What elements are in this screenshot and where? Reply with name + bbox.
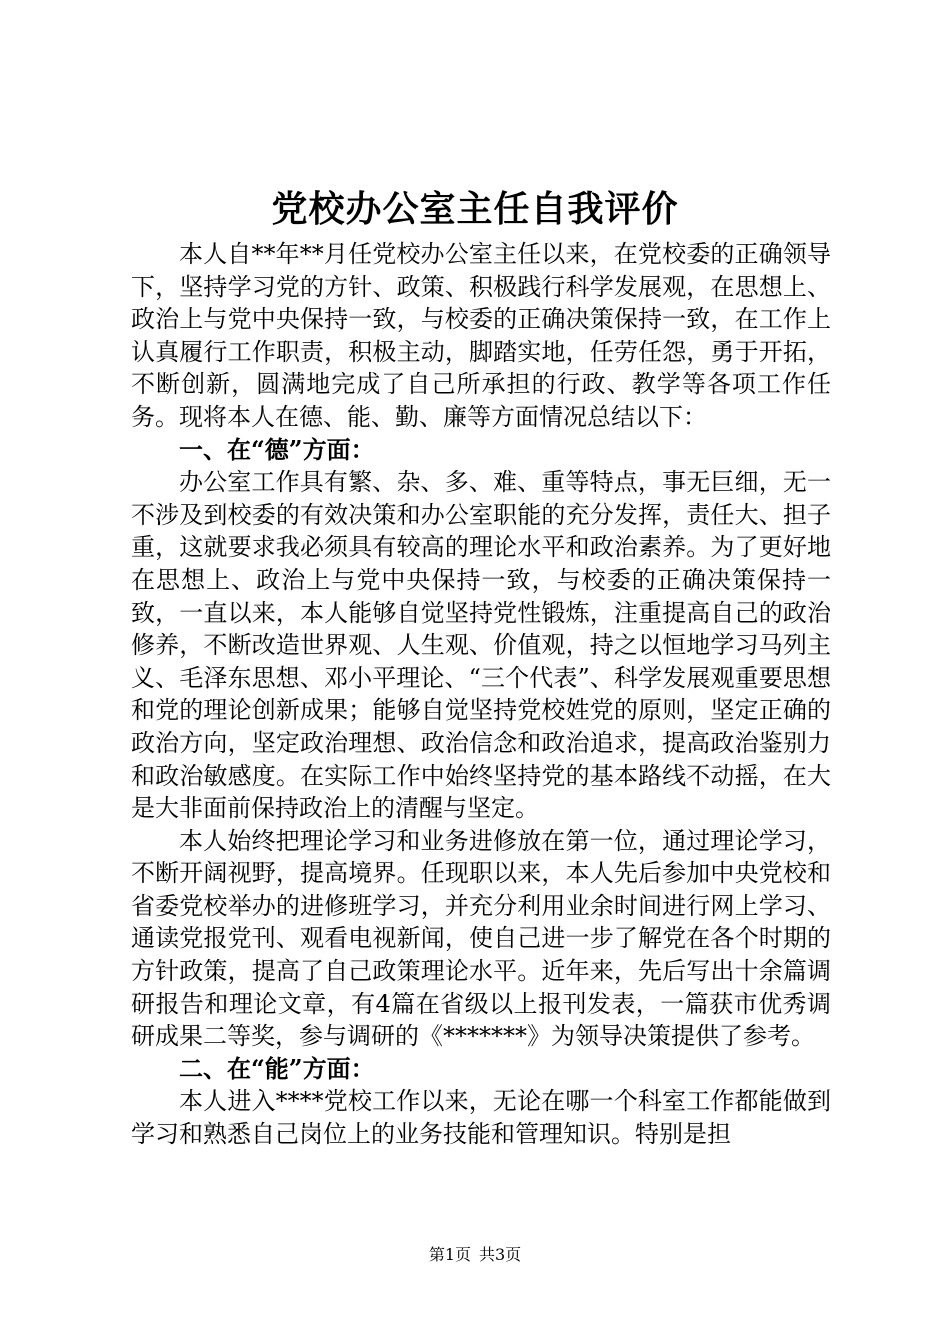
section-heading-virtue: 一、在“德”方面： [179,434,375,464]
document-body [131,238,831,1151]
virtue-paragraph-2: 本人始终把理论学习和业务进修放在第一位，通过理论学习，不断开阔视野，提高境界。任现职以来，本人先后参加中央党校和省委党校举办的进修班学习，并充分利用业余时间进行网上学习、通读党报党刊、观看电视新闻，使自己进一步了解党在各个时期的方针政策，提高了自己政策理论水平。近年来，先后写出十余篇调研报告和理论文章，有4篇在省级以上报刊发表，一篇获市优秀调研成果二等奖，参与调研的《*******》为领导决策提供了参考。 [131,826,831,1051]
document-title: 党校办公室主任自我评价 [271,188,679,230]
ability-paragraph-1: 本人进入****党校工作以来，无论在哪一个科室工作都能做到学习和熟悉自己岗位上的业务技能和管理知识。特别是担 [131,1087,831,1149]
page-footer [0,1244,950,1266]
intro-paragraph: 本人自**年**月任党校办公室主任以来，在党校委的正确领导下，坚持学习党的方针、政策、积极践行科学发展观，在思想上、政治上与党中央保持一致，与校委的正确决策保持一致，在工作上认真履行工作职责，积极主动，脚踏实地，任劳任怨，勇于开拓，不断创新，圆满地完成了自己所承担的行政、教学等各项工作任务。现将本人在德、能、勤、廉等方面情况总结以下： [131,240,831,431]
page-total: 共3页 [479,1245,522,1264]
page-number: 第1页 [428,1245,471,1264]
section-heading-ability: 二、在“能”方面： [179,1053,375,1083]
virtue-paragraph-1: 办公室工作具有繁、杂、多、难、重等特点，事无巨细，无一不涉及到校委的有效决策和办公室职能的充分发挥，责任大、担子重，这就要求我必须具有较高的理论水平和政治素养。为了更好地在思想上、政治上与党中央保持一致，与校委的正确决策保持一致，一直以来，本人能够自觉坚持党性锻炼，注重提高自己的政治修养，不断改造世界观、人生观、价值观，持之以恒地学习马列主义、毛泽东思想、邓小平理论、“三个代表”、科学发展观重要思想和党的理论创新成果；能够自觉坚持党校姓党的原则，坚定正确的政治方向，坚定政治理想、政治信念和政治追求，提高政治鉴别力和政治敏感度。在实际工作中始终坚持党的基本路线不动摇，在大是大非面前保持政治上的清醒与坚定。 [131,468,831,823]
